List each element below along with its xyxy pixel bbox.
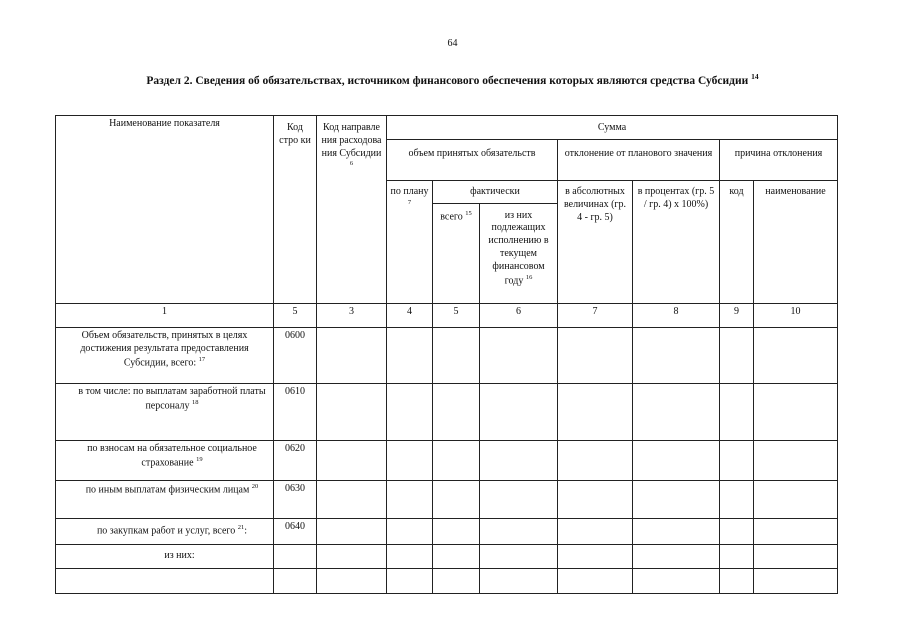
header-line-code: Код стро ки <box>274 116 317 304</box>
cell <box>387 384 433 441</box>
row-code: 0610 <box>274 384 317 441</box>
cell <box>754 441 838 481</box>
cell <box>480 569 558 594</box>
page-number: 64 <box>447 38 458 49</box>
row-name: из них: <box>56 545 274 569</box>
cell <box>558 569 633 594</box>
row-footnote: 19 <box>196 455 203 463</box>
row-code <box>274 569 317 594</box>
column-number-row <box>56 303 838 327</box>
header-actual: фактически <box>433 181 558 203</box>
cell <box>317 480 387 518</box>
obligations-table <box>55 115 838 594</box>
row-name <box>56 384 274 441</box>
row-code: 0640 <box>274 518 317 544</box>
header-sum: Сумма <box>387 116 838 140</box>
cell <box>720 384 754 441</box>
cell <box>433 384 480 441</box>
header-reason-name: наименование <box>754 181 838 303</box>
row-code <box>274 545 317 569</box>
header-name: Наименование показателя <box>56 116 274 304</box>
cell <box>433 569 480 594</box>
cell <box>317 327 387 383</box>
column-number: 1 <box>56 303 274 327</box>
row-name <box>56 518 274 544</box>
cell <box>633 545 720 569</box>
row-name-text: в том числе: по выплатам заработной платы персоналу <box>78 386 266 412</box>
table-row <box>56 441 838 481</box>
cell <box>720 441 754 481</box>
column-number: 10 <box>754 303 838 327</box>
cell <box>480 327 558 383</box>
row-name-text: Объем обязательств, принятых в целях достижения результата предоставления Субсидии, всего: <box>80 329 249 368</box>
column-number: 4 <box>387 303 433 327</box>
cell <box>633 569 720 594</box>
header-by-plan <box>387 181 433 303</box>
cell <box>317 441 387 481</box>
section-title-text: Раздел 2. Сведения об обязательствах, источником финансового обеспечения которых являются средства Субсидии <box>146 74 749 87</box>
header-of-which-footnote: 16 <box>525 273 533 281</box>
row-name <box>56 441 274 481</box>
cell <box>720 569 754 594</box>
column-number: 6 <box>480 303 558 327</box>
header-deviation: отклонение от планового значения <box>558 140 720 181</box>
header-by-plan-footnote: 7 <box>407 199 412 207</box>
cell <box>433 518 480 544</box>
title-footnote: 14 <box>751 72 759 81</box>
cell <box>480 441 558 481</box>
cell <box>633 480 720 518</box>
cell <box>720 480 754 518</box>
cell <box>558 545 633 569</box>
cell <box>387 441 433 481</box>
header-direction-code-footnote: 6 <box>349 160 354 168</box>
cell <box>754 384 838 441</box>
header-deviation-reason: причина отклонения <box>720 140 838 181</box>
cell <box>387 327 433 383</box>
cell <box>558 327 633 383</box>
cell <box>480 480 558 518</box>
cell <box>558 480 633 518</box>
cell <box>558 518 633 544</box>
cell <box>754 480 838 518</box>
header-of-which-text: из них подлежащих исполнению в текущем финансовом году <box>488 209 549 286</box>
cell <box>433 545 480 569</box>
row-name-suffix: : <box>244 525 248 537</box>
row-footnote: 20 <box>251 482 259 490</box>
row-name <box>56 569 274 594</box>
cell <box>754 327 838 383</box>
cell <box>317 384 387 441</box>
header-direction-code <box>317 116 387 304</box>
cell <box>317 545 387 569</box>
row-footnote: 17 <box>198 355 206 363</box>
row-name-text: по закупкам работ и услуг, всего <box>96 525 236 537</box>
row-footnote: 21 <box>237 524 245 532</box>
cell <box>754 569 838 594</box>
table-row <box>56 327 838 383</box>
cell <box>754 545 838 569</box>
header-by-plan-text: по плану <box>390 186 429 198</box>
cell <box>633 441 720 481</box>
header-total-text: всего <box>440 210 463 222</box>
table-row <box>56 569 838 594</box>
row-name-text: по взносам на обязательное социальное страхование <box>87 443 257 469</box>
cell <box>720 518 754 544</box>
cell <box>754 518 838 544</box>
row-footnote: 18 <box>192 398 199 406</box>
cell <box>633 327 720 383</box>
cell <box>480 545 558 569</box>
cell <box>317 518 387 544</box>
cell <box>387 518 433 544</box>
column-number: 8 <box>633 303 720 327</box>
column-number: 3 <box>317 303 387 327</box>
cell <box>387 545 433 569</box>
header-percent: в процентах (гр. 5 / гр. 4) x 100%) <box>633 181 720 303</box>
column-number: 5 <box>274 303 317 327</box>
table-row <box>56 518 838 544</box>
header-total-footnote: 15 <box>465 209 472 217</box>
row-code: 0620 <box>274 441 317 481</box>
cell <box>558 441 633 481</box>
cell <box>633 518 720 544</box>
cell <box>480 518 558 544</box>
header-direction-code-text: Код направле ния расходова ния Субсидии <box>321 122 382 159</box>
cell <box>558 384 633 441</box>
table-row <box>56 545 838 569</box>
table-row <box>56 480 838 518</box>
header-reason-code: код <box>720 181 754 303</box>
row-code: 0600 <box>274 327 317 383</box>
column-number: 9 <box>720 303 754 327</box>
column-number: 7 <box>558 303 633 327</box>
cell <box>387 569 433 594</box>
cell <box>720 545 754 569</box>
section-title <box>0 72 905 87</box>
cell <box>387 480 433 518</box>
header-total <box>433 203 480 303</box>
header-accepted-obligations: объем принятых обязательств <box>387 140 558 181</box>
cell <box>720 327 754 383</box>
cell <box>480 384 558 441</box>
cell <box>633 384 720 441</box>
row-code: 0630 <box>274 480 317 518</box>
column-number: 5 <box>433 303 480 327</box>
header-of-which <box>480 203 558 303</box>
cell <box>317 569 387 594</box>
table-row <box>56 384 838 441</box>
cell <box>433 441 480 481</box>
row-name <box>56 327 274 383</box>
cell <box>433 327 480 383</box>
row-name <box>56 480 274 518</box>
header-absolute: в абсолютных величинах (гр. 4 - гр. 5) <box>558 181 633 303</box>
cell <box>433 480 480 518</box>
row-name-text: по иным выплатам физическим лицам <box>85 484 250 496</box>
